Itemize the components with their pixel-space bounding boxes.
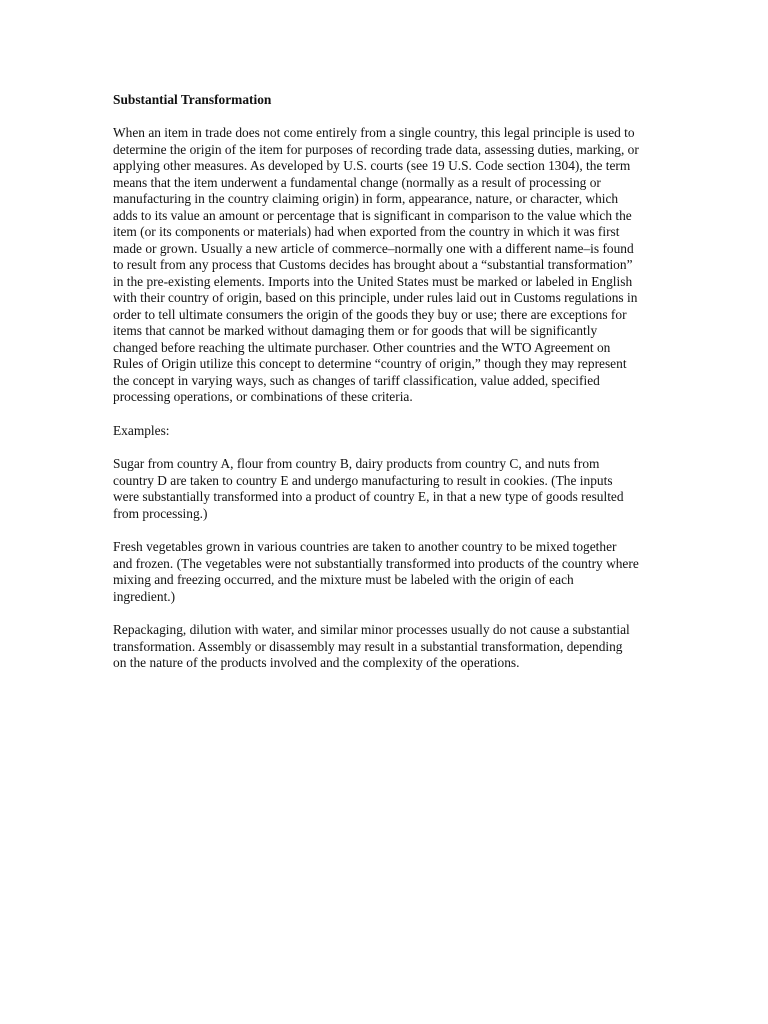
document-page [113, 92, 661, 689]
document-body [113, 125, 661, 672]
paragraph [113, 125, 661, 406]
text-line: with their country of origin, based on this principle, under rules laid out in Customs regulations in [113, 290, 638, 306]
paragraph [113, 456, 661, 522]
text-line: processing operations, or combinations of these criteria. [113, 389, 413, 405]
text-line: item (or its components or materials) had when exported from the country in which it was first [113, 224, 620, 240]
text-line: manufacturing in the country claiming origin) in form, appearance, nature, or character, which [113, 191, 619, 207]
text-line: and frozen. (The vegetables were not substantially transformed into products of the country where [113, 555, 639, 571]
text-line: on the nature of the products involved and the complexity of the operations. [113, 655, 520, 671]
text-line: transformation. Assembly or disassembly may result in a substantial transformation, depending [113, 638, 623, 654]
text-line: Examples: [113, 422, 170, 438]
text-line: Sugar from country A, flour from country B, dairy products from country C, and nuts from [113, 456, 600, 472]
text-line: Rules of Origin utilize this concept to determine “country of origin,” though they may represent [113, 356, 627, 372]
paragraph [113, 539, 661, 605]
text-line: were substantially transformed into a product of country E, in that a new type of goods resulted [113, 489, 624, 505]
text-line: from processing.) [113, 505, 208, 521]
examples-heading [113, 423, 661, 440]
text-line: When an item in trade does not come entirely from a single country, this legal principle is used to [113, 125, 635, 141]
text-line: to result from any process that Customs decides has brought about a “substantial transformation” [113, 257, 633, 273]
text-line: mixing and freezing occurred, and the mixture must be labeled with the origin of each [113, 572, 574, 588]
text-line: the concept in varying ways, such as changes of tariff classification, value added, specified [113, 372, 600, 388]
text-line: items that cannot be marked without damaging them or for goods that will be significantly [113, 323, 598, 339]
text-line: changed before reaching the ultimate purchaser. Other countries and the WTO Agreement on [113, 339, 611, 355]
document-title: Substantial Transformation [113, 92, 272, 107]
text-line: adds to its value an amount or percentage that is significant in comparison to the value which the [113, 207, 632, 223]
text-line: Repackaging, dilution with water, and similar minor processes usually do not cause a substantial [113, 622, 630, 638]
paragraph [113, 622, 661, 672]
text-line: order to tell ultimate consumers the origin of the goods they buy or use; there are exceptions for [113, 306, 627, 322]
text-line: determine the origin of the item for purposes of recording trade data, assessing duties, marking, or [113, 141, 639, 157]
text-line: made or grown. Usually a new article of commerce–normally one with a different name–is found [113, 240, 634, 256]
text-line: Fresh vegetables grown in various countries are taken to another country to be mixed together [113, 539, 617, 555]
text-line: applying other measures. As developed by U.S. courts (see 19 U.S. Code section 1304), the term [113, 158, 631, 174]
text-line: country D are taken to country E and undergo manufacturing to result in cookies. (The inputs [113, 472, 613, 488]
text-line: means that the item underwent a fundamental change (normally as a result of processing or [113, 174, 601, 190]
text-line: ingredient.) [113, 588, 176, 604]
text-line: in the pre-existing elements. Imports into the United States must be marked or labeled in English [113, 273, 633, 289]
